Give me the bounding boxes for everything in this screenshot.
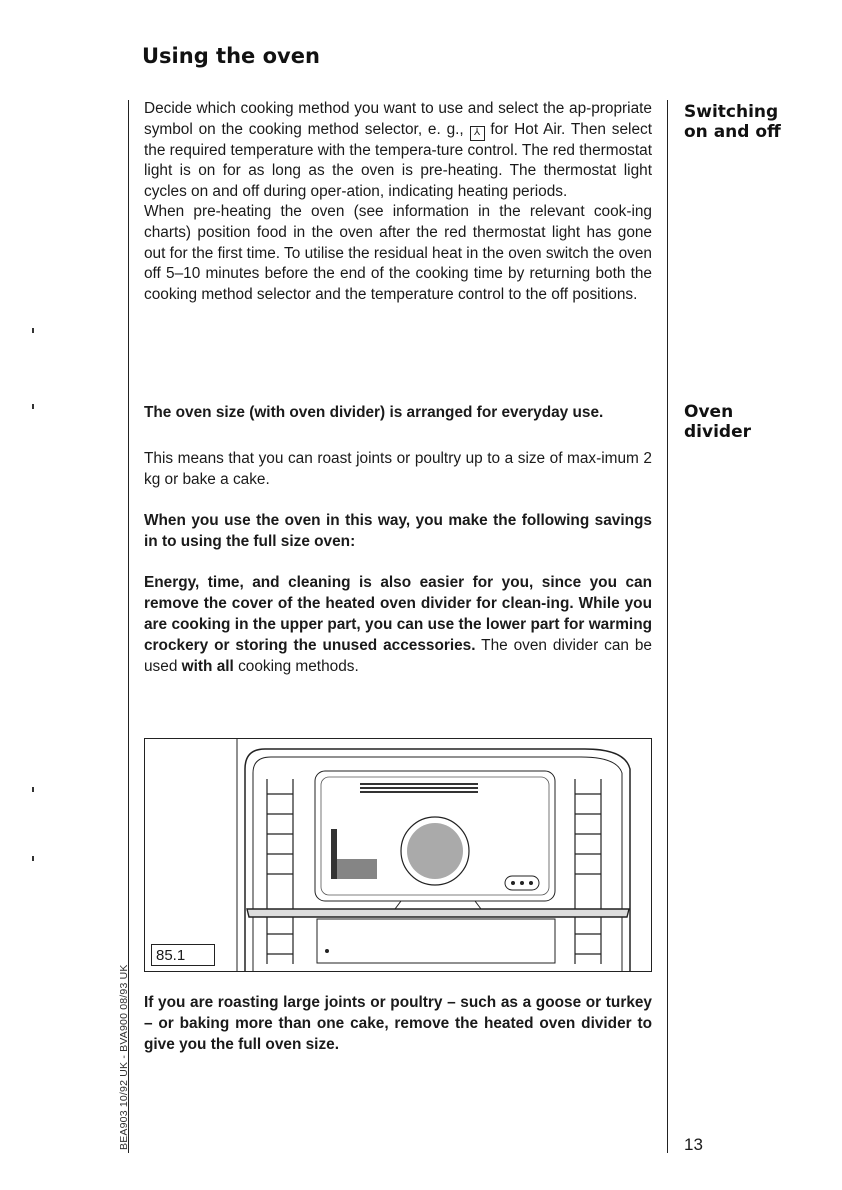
hot-air-fan-icon: ⅄ (470, 126, 485, 141)
divider-capacity: This means that you can roast joints or poultry up to a size of max-imum 2 kg or bake a cake. (144, 450, 652, 488)
divider-intro: The oven size (with oven divider) is arranged for everyday use. (144, 404, 604, 421)
right-column-rule (667, 100, 668, 1153)
oven-drawing (145, 739, 651, 971)
margin-mark (32, 328, 34, 333)
page-number: 13 (684, 1135, 703, 1154)
figure-label: 85.1 (151, 944, 215, 966)
divider-savings: When you use the oven in this way, you make the following savings in to using the full size oven: (144, 512, 652, 550)
footer-code: BEA903 10/92 UK - BVA900 08/93 UK (118, 964, 130, 1150)
margin-mark (32, 404, 34, 409)
paragraph-preheating: When pre-heating the oven (see information in the relevant cook-ing charts) position food in the oven after the red thermostat light has gone out for the first time. To utilise the residual heat in the oven switch the oven off 5–10 minutes before the end of the cooking time by returning both the cooking method selector and the temperature control to the off positions. (144, 203, 652, 303)
side-heading-oven-divider: Oven divider (684, 402, 751, 442)
divider-energy: Energy, time, and cleaning is also easier for you, since you can remove the cover of the heated oven divider for clean-ing. While you are cooking in the upper part, you can use the lower part for warming crockery or storing the unused accessories. The oven divider can be used with all cooking methods. (144, 574, 652, 675)
section-closing (144, 992, 652, 1055)
side-heading-switching: Switching on and off (684, 102, 781, 142)
margin-mark (32, 787, 34, 792)
margin-mark (32, 856, 34, 861)
oven-illustration (144, 738, 652, 972)
page-title: Using the oven (142, 44, 320, 68)
section-divider-text (144, 402, 652, 677)
section-switching-text (144, 99, 652, 305)
closing-paragraph: If you are roasting large joints or poultry – such as a goose or turkey – or baking more than one cake, remove the heated oven divider to give you the full oven size. (144, 994, 652, 1053)
paragraph-switching: Decide which cooking method you want to use and select the ap-propriate symbol on the cooking method selector, e. g., ⅄ for Hot Air. Then select the required temperature with the tempera-ture control. The red thermostat light is on for as long as the oven is pre-heating. The thermostat light cycles on and off during oper-ation, indicating heating periods. (144, 100, 652, 200)
